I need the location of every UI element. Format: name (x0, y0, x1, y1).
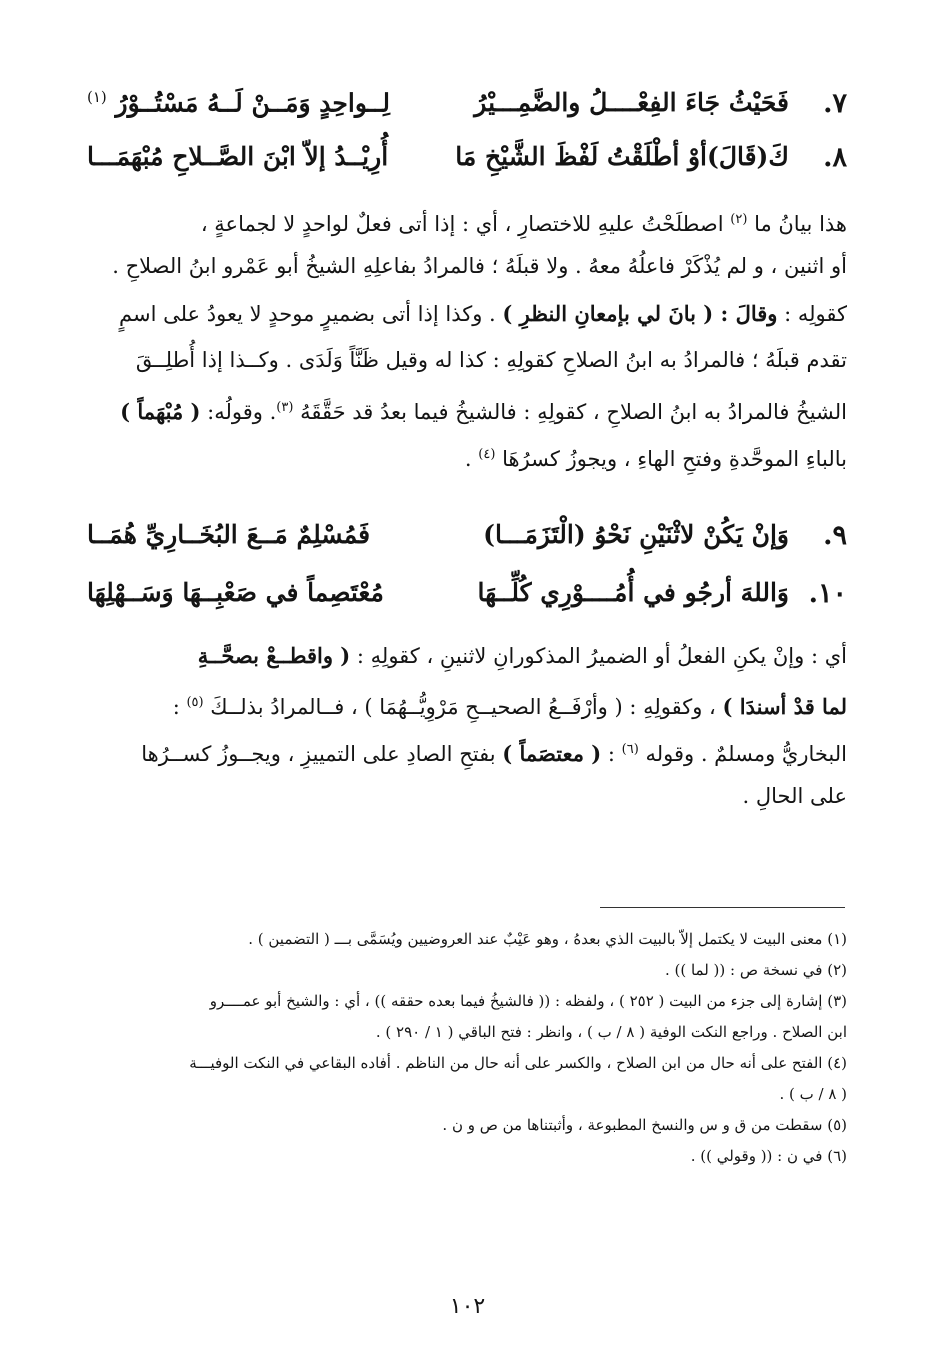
text-line (87, 243, 847, 290)
footnote-2: (٢) في نسخة ص : (( لما )) . (664, 961, 847, 979)
footnote-ref: (٣) (276, 400, 294, 415)
text: على الحالِ . (742, 784, 847, 808)
text-line (87, 679, 847, 726)
verse-7 (87, 86, 847, 134)
footnote-3: (٣) إشارة إلى جزء من البيت ( ٢٥٢ ) ، ولفظه : (( فالشيخُ فيما بعده حققه )) ، أي : والشيخ أبو عمــــرو (209, 992, 847, 1010)
text: أو اثنين ، و لم يُذْكَرْ فاعلُهُ معهُ . ولا قبلَهُ ؛ فالمرادُ بفاعلِهِ الشيخُ أبو عَمْرو ابنُ الصلاحِ . (112, 254, 847, 278)
verse-number: ١٠. (808, 578, 847, 609)
page-number: ١٠٢ (449, 1294, 486, 1319)
text-line (87, 337, 847, 384)
text-line (87, 773, 847, 820)
verse-first-hemistich: فَحَيْثُ جَاءَ الفِعْــــلُ والضَّمِـــيْرُ (474, 88, 789, 117)
verse-second-hemistich: مُعْتَصِماً في صَعْبِــهَا وَسَــهْلِهَا (87, 578, 384, 607)
quoted-verse: ( واقطــعْ بصحَّــةِ (197, 643, 351, 668)
verse-9 (87, 518, 847, 566)
verse-first-hemistich: وَاللهَ أرجُو في أُمُــــوْرِي كُلِّــهَا (477, 578, 789, 607)
verse-first-hemistich: وَإنْ يَكُنْ لاثْنَيْنِ نَحْوُ (الْتَزَمَـــا) (483, 520, 789, 549)
verse-number: ٩. (823, 520, 847, 551)
footnote-3-continuation: ابن الصلاح . وراجع النكت الوفية ( ٨ / ب ) ، وانظر : فتح الباقي ( ١ / ٢٩٠ ) . (375, 1023, 847, 1041)
text: اصطلَحْتُ عليهِ للاختصارِ ، أي : إذا أتى فعلٌ لواحدٍ لا لجماعةٍ ، (200, 212, 731, 236)
verse-second-hemistich: أُرِيْــدُ إلاّ ابْنَ الصَّــلاحِ مُبْهَمَـــا (87, 142, 389, 171)
text: . (464, 447, 479, 471)
verse-number: ٨. (823, 142, 847, 173)
footnote-1: (١) معنى البيت لا يكتمل إلاّ بالبيت الذي بعدهُ ، وهو عَيْبٌ عند العروضيين ويُسَمَّى بـــ ( التضمين ) . (248, 930, 847, 948)
text: تقدم قبلَهُ ؛ فالمرادُ به ابنُ الصلاحِ كقولِهِ : كذا له وقيل ظَنَّاً وَلَدَى . وكــذا إذا أُطلِــقَ (135, 348, 847, 372)
text-line (87, 290, 847, 337)
quoted-verse: لما قدْ أسندَا ) (722, 694, 847, 719)
footnote-4: (٤) الفتح على أنه حال من ابن الصلاح ، والكسر على أنه حال من الناظم . أفاده البقاعي في النكت الوفيـــة (189, 1054, 847, 1072)
verse-text: لِــواحِدٍ وَمَــنْ لَــهُ مَسْتُــوْرُ (115, 88, 390, 118)
footnote-ref: (٦) (621, 742, 639, 757)
text: أي : وإنْ يكنِ الفعلُ أو الضميرُ المذكورانِ لاثنينِ ، كقولِهِ : (350, 644, 847, 668)
text: الشيخُ فالمرادُ به ابنُ الصلاحِ ، كقولِهِ : فالشيخُ فيما بعدُ قد حَقَّقَهُ (293, 400, 847, 424)
text: هذا بيانُ ما (747, 212, 847, 236)
quoted-word: ( مُبْهَماً ) (120, 399, 201, 424)
text: . وقولُه: (200, 400, 277, 424)
text: كقولِه : (777, 302, 847, 326)
verse-number: ٧. (823, 88, 847, 119)
text-line (87, 384, 847, 431)
verse-10 (87, 576, 847, 624)
text-line (87, 726, 847, 773)
footnote-ref: (٥) (186, 695, 204, 710)
text: . وكذا إذا أتى بضميرٍ موحدٍ لا يعودُ على اسمٍ (119, 302, 503, 326)
text: : (601, 742, 622, 766)
text: بفتحِ الصادِ على التمييزِ ، ويجــوزُ كســرُها (141, 742, 503, 766)
text: ، وكقولِهِ : ( وأرْفَــعُ الصحيــحِ مَرْوِيُّــهُمَا ) ، فــالمرادُ بذلــكَ (203, 695, 723, 719)
footnote-ref: (٤) (478, 447, 496, 462)
footnote-ref: (٢) (730, 212, 748, 227)
verse-second-hemistich: فَمُسْلِمٌ مَــعَ البُخَــارِيِّ هُمَــا (87, 520, 371, 549)
commentary-paragraph-2 (87, 632, 847, 820)
quoted-verse: وقالَ : ( بانَ لي بإمعانِ النظرِ ) (502, 301, 778, 326)
footnotes (87, 924, 847, 1172)
verse-first-hemistich: كَ(قَالَ)أوْ أطْلَقْتُ لَفْظَ الشَّيْخِ مَا (455, 142, 789, 171)
verse-second-hemistich (87, 88, 390, 117)
commentary-paragraph-1 (87, 196, 847, 478)
text: بالباءِ الموحَّدةِ وفتحِ الهاءِ ، ويجوزُ كسرُهَا (495, 447, 847, 471)
text-line (87, 431, 847, 478)
verse-8 (87, 140, 847, 188)
quoted-word: ( معتصَماً ) (502, 741, 602, 766)
text: البخاريُّ ومسلمٌ . وقوله (638, 742, 847, 766)
footnote-4-continuation: ( ٨ / ب ) . (779, 1085, 847, 1103)
footnote-6: (٦) في ن : (( وقولي )) . (690, 1147, 847, 1165)
text-line (87, 632, 847, 679)
footnote-separator (600, 907, 845, 908)
text: : (172, 695, 187, 719)
text-line (87, 196, 847, 243)
footnote-5: (٥) سقطت من ق و س والنسخ المطبوعة ، وأثبتناها من ص و ن . (442, 1116, 847, 1134)
footnote-marker: (١) (87, 88, 107, 106)
